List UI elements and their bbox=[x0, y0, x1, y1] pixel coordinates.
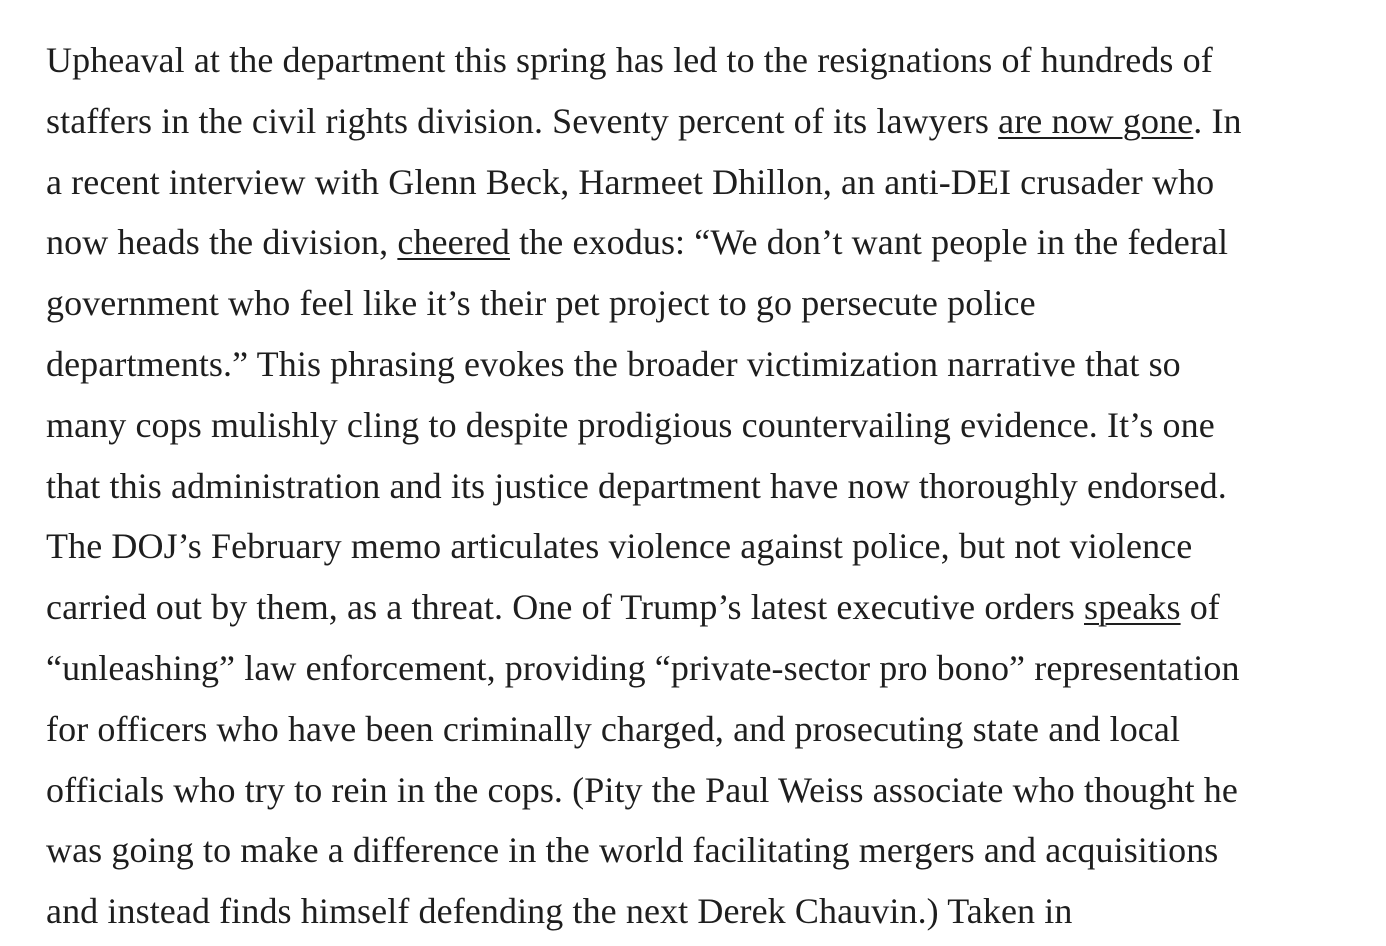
article-body bbox=[46, 30, 1346, 942]
paragraph-line bbox=[46, 91, 1346, 152]
line-text: the exodus: “We don’t want people in the federal bbox=[509, 222, 1229, 263]
paragraph-line: Upheaval at the department this spring has led to the resignations of hundreds of bbox=[46, 40, 1213, 80]
paragraph-line: a recent interview with Glenn Beck, Harmeet Dhillon, an anti-DEI crusader who bbox=[46, 161, 1215, 202]
paragraph-line: was going to make a difference in the world facilitating mergers and acquisitions bbox=[46, 830, 1219, 871]
line-text: now heads the division, bbox=[46, 222, 398, 263]
line-text: of bbox=[1180, 587, 1220, 628]
paragraph-line: for officers who have been criminally charged, and prosecuting state and local bbox=[46, 708, 1181, 749]
link-cheered[interactable]: cheered bbox=[397, 222, 510, 263]
paragraph-line: many cops mulishly cling to despite prodigious countervailing evidence. It’s one bbox=[46, 404, 1215, 445]
paragraph-line: and instead finds himself defending the next Derek Chauvin.) Taken in bbox=[46, 891, 1073, 932]
paragraph-line bbox=[46, 212, 1346, 273]
paragraph-line: departments.” This phrasing evokes the broader victimization narrative that so bbox=[46, 343, 1181, 384]
line-text: . In bbox=[1193, 100, 1242, 141]
paragraph-line bbox=[46, 577, 1346, 638]
paragraph-line: that this administration and its justice department have now thoroughly endorsed. bbox=[46, 465, 1227, 506]
paragraph-line: officials who try to rein in the cops. (Pity the Paul Weiss associate who thought he bbox=[46, 769, 1238, 810]
paragraph-line: “unleashing” law enforcement, providing “private-sector pro bono” representation bbox=[46, 647, 1240, 688]
line-text: carried out by them, as a threat. One of Trump’s latest executive orders bbox=[46, 587, 1085, 628]
link-speaks[interactable]: speaks bbox=[1084, 587, 1181, 628]
paragraph-line: government who feel like it’s their pet project to go persecute police bbox=[46, 283, 1036, 324]
link-are-now-gone[interactable]: are now gone bbox=[998, 100, 1194, 141]
paragraph-line: The DOJ’s February memo articulates violence against police, but not violence bbox=[46, 526, 1193, 567]
line-text: staffers in the civil rights division. Seventy percent of its lawyers bbox=[46, 100, 999, 141]
